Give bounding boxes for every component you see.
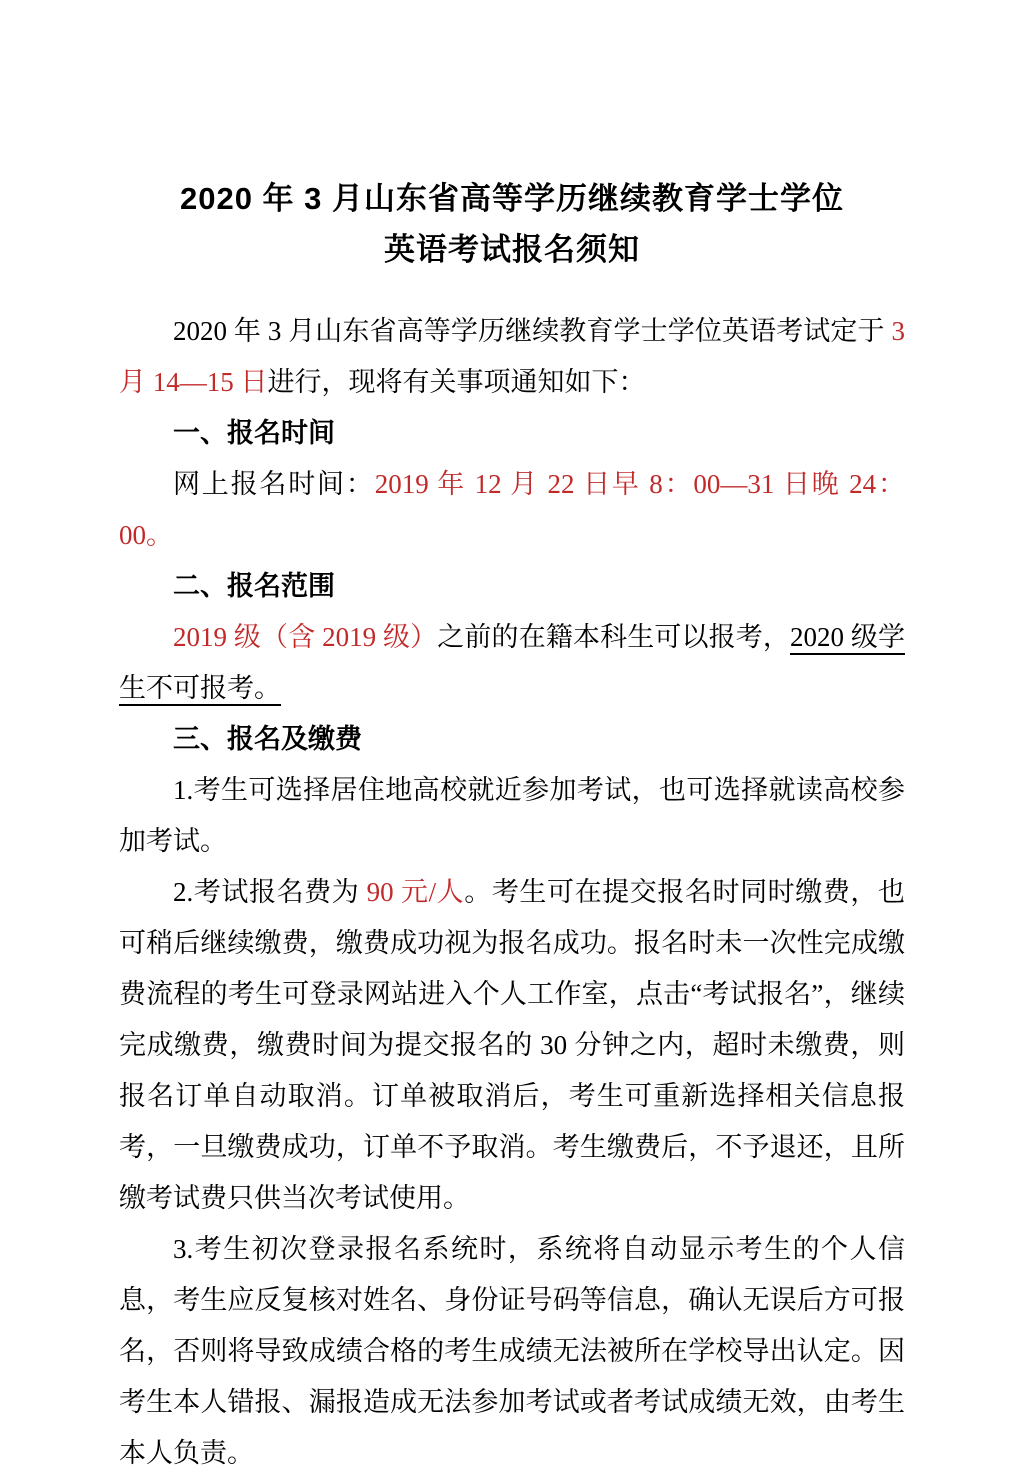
intro-text-pre: 2020 年 3 月山东省高等学历继续教育学士学位英语考试定于 bbox=[173, 316, 892, 346]
item2-text-pre: 2.考试报名费为 bbox=[173, 877, 367, 907]
payment-item-3-paragraph: 3.考生初次登录报名系统时，系统将自动显示考生的个人信息，考生应反复核对姓名、身份证号码等信息，确认无误后方可报名，否则将导致成绩合格的考生成绩无法被所在学校导出认定。因考生本人错报、漏报造成无法参加考试或者考试成绩无效，由考生本人负责。 bbox=[119, 1234, 905, 1468]
registration-time-window: 2019 年 12 月 22 日早 8：00—31 日晚 24：00。 bbox=[119, 469, 905, 550]
title-line-1: 2020 年 3 月山东省高等学历继续教育学士学位 bbox=[179, 181, 845, 216]
section-heading-registration-scope: 二、报名范围 bbox=[173, 571, 335, 601]
registration-time-label: 网上报名时间： bbox=[173, 469, 375, 499]
scope-eligible-classes: 2019 级（含 2019 级） bbox=[173, 622, 438, 652]
scope-text-mid: 之前的在籍本科生可以报考， bbox=[437, 622, 790, 652]
document-title bbox=[119, 173, 905, 275]
payment-item-2-paragraph bbox=[119, 867, 905, 1224]
section-heading-registration-time: 一、报名时间 bbox=[173, 418, 335, 448]
title-line-2: 英语考试报名须知 bbox=[384, 232, 640, 267]
item2-fee-amount: 90 元/人 bbox=[366, 877, 465, 907]
payment-item-1-paragraph: 1.考生可选择居住地高校就近参加考试，也可选择就读高校参加考试。 bbox=[119, 775, 905, 856]
scope-restriction-underlined: 2020 级学生不可报考。 bbox=[119, 622, 906, 703]
section-heading-registration-payment: 三、报名及缴费 bbox=[173, 724, 362, 754]
intro-exam-dates: 3 月 14—15 日 bbox=[119, 316, 905, 397]
registration-time-paragraph bbox=[119, 459, 905, 561]
item2-text-post: 。考生可在提交报名时同时缴费，也可稍后继续缴费，缴费成功视为报名成功。报名时未一次性完成缴费流程的考生可登录网站进入个人工作室，点击“考试报名”，继续完成缴费，缴费时间为提交报名的 30 分钟之内，超时未缴费，则报名订单自动取消。订单被取消后，考生可重新选择相关信息报考，一旦缴费成功，订单不予取消。考生缴费后，不予退还，且所缴考试费只供当次考试使用。 bbox=[119, 877, 906, 1213]
intro-paragraph bbox=[119, 306, 905, 408]
registration-scope-paragraph bbox=[119, 612, 905, 714]
intro-text-post: 进行，现将有关事项通知如下： bbox=[267, 367, 646, 397]
